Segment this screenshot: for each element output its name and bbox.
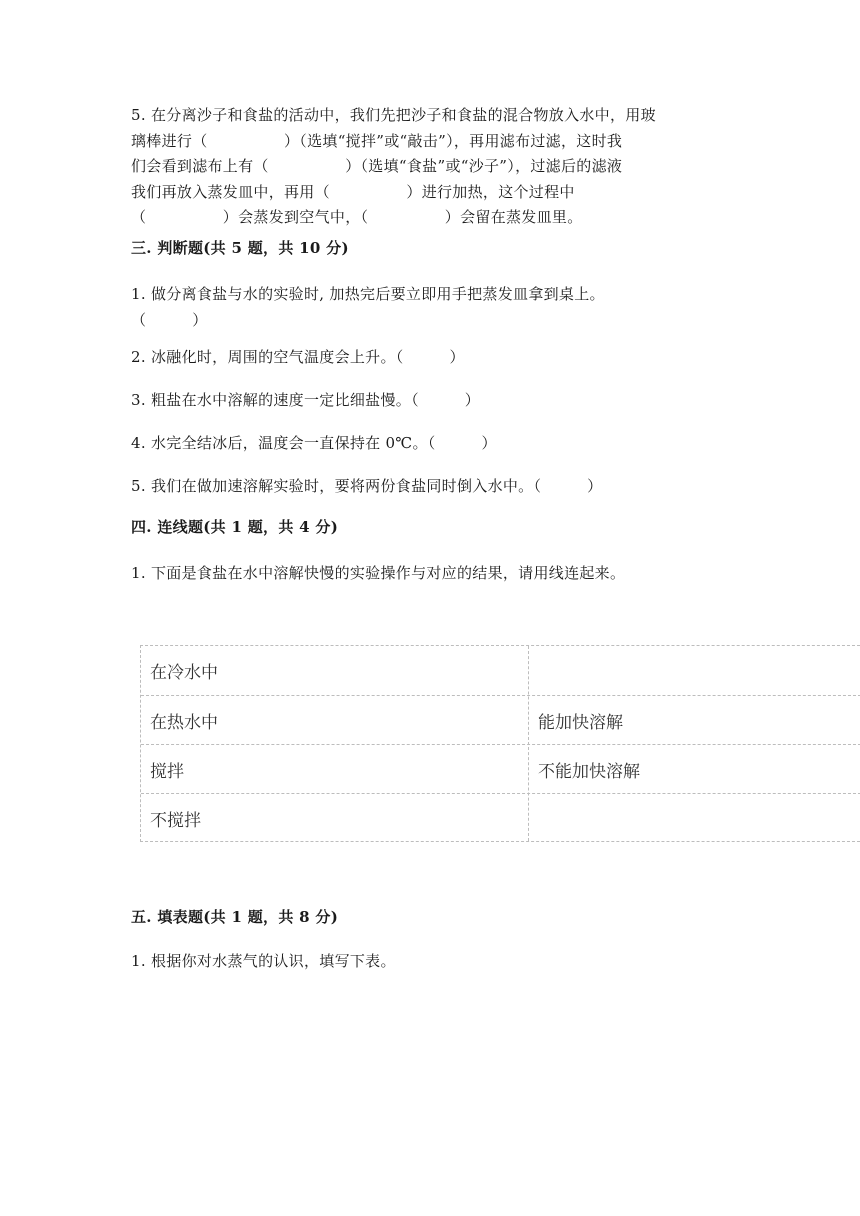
table-row [141, 744, 860, 793]
section-3-title: 三. 判断题(共 5 题，共 10 分) [131, 239, 349, 257]
table-row [141, 646, 860, 695]
question-5-line: 5. 在分离沙子和食盐的活动中，我们先把沙子和食盐的混合物放入水中，用玻 [131, 106, 656, 124]
judge-item-1 [131, 283, 605, 330]
table-row [141, 793, 860, 842]
matching-item-1: 1. 下面是食盐在水中溶解快慢的实验操作与对应的结果，请用线连起来。 [131, 564, 626, 582]
judge-item-5: 5. 我们在做加速溶解实验时，要将两份食盐同时倒入水中。（ ） [131, 477, 603, 495]
table-cell-result: 不能加快溶解 [538, 762, 640, 782]
section-5-title: 五. 填表题(共 1 题，共 8 分) [131, 908, 339, 926]
question-5-fill-blank [131, 103, 737, 231]
question-5-line: 们会看到滤布上有（ ）（选填“食盐”或“沙子”），过滤后的滤液 [131, 157, 623, 175]
table-cell-operation: 不搅拌 [150, 811, 201, 831]
fill-table-item-1: 1. 根据你对水蒸气的认识，填写下表。 [131, 952, 396, 970]
judge-item-2: 2. 冰融化时，周围的空气温度会上升。（ ） [131, 348, 465, 366]
table-cell-operation: 搅拌 [150, 762, 184, 782]
table-cell-operation: 在冷水中 [150, 663, 218, 683]
judge-item-1-text: 1. 做分离食盐与水的实验时, 加热完后要立即用手把蒸发皿拿到桌上。 [131, 285, 605, 303]
table-row [141, 695, 860, 744]
question-5-line: 璃棒进行（ ）（选填“搅拌”或“敲击”），再用滤布过滤，这时我 [131, 131, 623, 150]
judge-item-3: 3. 粗盐在水中溶解的速度一定比细盐慢。（ ） [131, 391, 481, 409]
question-5-line: 我们再放入蒸发皿中，再用（ ）进行加热，这个过程中 [131, 182, 575, 201]
question-5-line: （ ）会蒸发到空气中，（ ）会留在蒸发皿里。 [131, 208, 583, 226]
section-4-title: 四. 连线题(共 1 题，共 4 分) [131, 518, 339, 536]
judge-item-1-answer-blank: （ ） [131, 311, 208, 329]
judge-item-4: 4. 水完全结冰后，温度会一直保持在 0℃。（ ） [131, 434, 497, 452]
table-cell-result: 能加快溶解 [538, 713, 623, 733]
table-cell-operation: 在热水中 [150, 713, 218, 733]
matching-table [140, 645, 860, 842]
